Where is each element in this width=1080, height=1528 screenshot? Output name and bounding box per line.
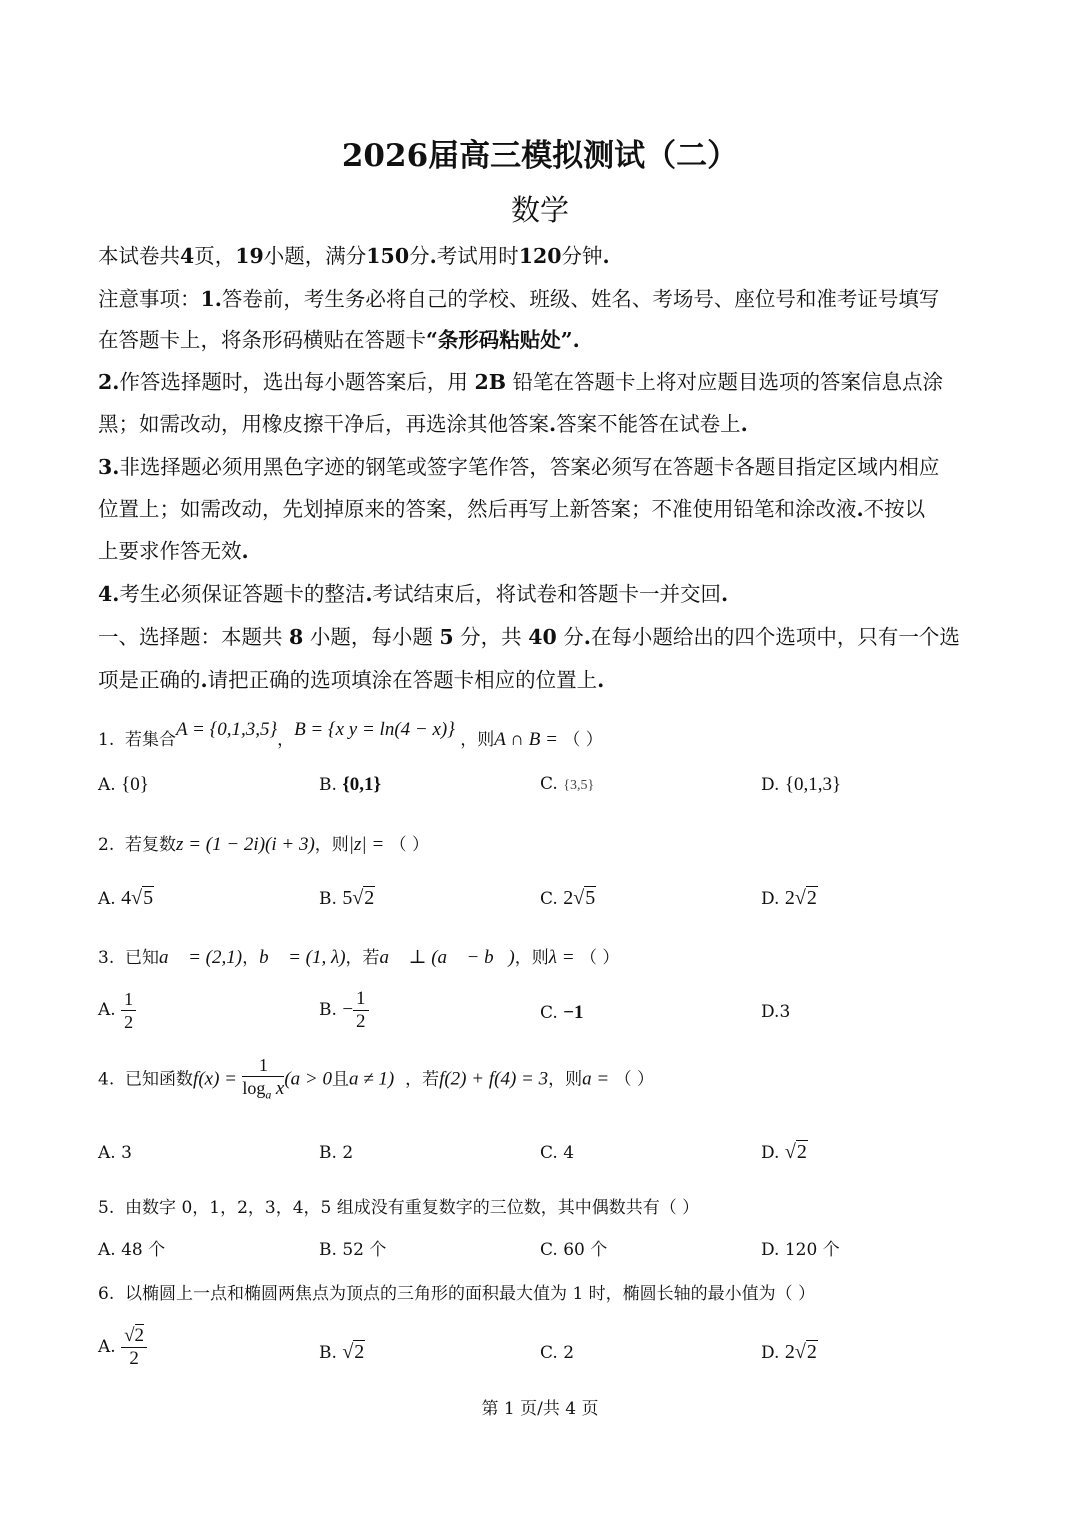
question-5: 5. 由数字 0，1，2，3，4，5 组成没有重复数字的三位数，其中偶数共有（ ） <box>98 1198 700 1218</box>
q2-option-c: C. 2√5 <box>540 887 596 909</box>
q5-option-c: C. 60 个 <box>540 1240 608 1260</box>
q6-option-a: A. $\frac{√2}{2}$ <box>98 1325 147 1370</box>
notice-4-line: 4.考生必须保证答题卡的整洁.考试结束后，将试卷和答题卡一并交回. <box>98 582 729 606</box>
q1-option-a: A. {0} <box>98 774 149 795</box>
q6-option-b: B. √2 <box>319 1341 365 1363</box>
q4-option-a: A. 3 <box>98 1143 132 1163</box>
section-1-line-1: 一、选择题：本题共 8 小题，每小题 5 分，共 40 分.在每小题给出的四个选项中，只有一个选 <box>98 625 960 649</box>
q2-option-b: B. 5√2 <box>319 887 375 909</box>
question-6: 6. 以椭圆上一点和椭圆两焦点为顶点的三角形的面积最大值为 1 时，椭圆长轴的最小值为（ ） <box>98 1284 816 1304</box>
q2-option-a: A. 4√5 <box>98 887 154 909</box>
notice-3-line-1: 3.非选择题必须用黑色字迹的钢笔或签字笔作答，答案必须写在答题卡各题目指定区域内相应 <box>98 455 940 479</box>
exam-title: 2026届高三模拟测试（二） <box>341 138 739 174</box>
page-footer: 第 1 页/共 4 页 <box>481 1399 599 1419</box>
notice-3-line-3: 上要求作答无效. <box>98 539 249 563</box>
notice-3-line-2: 位置上；如需改动，先划掉原来的答案，然后再写上新答案；不准使用铅笔和涂改液.不按以 <box>98 497 926 521</box>
q4-option-d: D. √2 <box>761 1141 807 1163</box>
question-1: 1. 若集合A = {0,1,3,5}，B = {x y = ln(4 − x)} ，则A ∩ B = （ ） <box>98 719 603 750</box>
q3-option-c: C. −1 <box>540 1002 584 1023</box>
question-2: 2. 若复数z = (1 − 2i)(i + 3)，则|z| = （ ） <box>98 834 430 855</box>
section-1-line-2: 项是正确的.请把正确的选项填涂在答题卡相应的位置上. <box>98 668 605 692</box>
q5-option-d: D. 120 个 <box>761 1240 840 1260</box>
q3-option-b: B. − $\frac{1}{2}$ <box>319 988 369 1033</box>
q6-option-c: C. 2 <box>540 1343 575 1363</box>
q4-option-b: B. 2 <box>319 1143 354 1163</box>
q1-option-c: C. {3,5} <box>540 774 595 794</box>
question-3: 3. 已知a⃗ = (2,1)，b⃗ = (1, λ)，若a⃗ ⊥ (a⃗ − b⃗)，则λ = （ ） <box>98 947 620 968</box>
q3-option-a: A. $\frac{1}{2}$ <box>98 988 136 1033</box>
notice-2-line-2: 黑；如需改动，用橡皮擦干净后，再选涂其他答案.答案不能答在试卷上. <box>98 412 748 436</box>
subject-title: 数学 <box>510 193 569 227</box>
notice-1-line-2: 在答题卡上，将条形码横贴在答题卡“条形码粘贴处”. <box>98 328 580 352</box>
q2-option-d: D. 2√2 <box>761 887 817 909</box>
q5-option-b: B. 52 个 <box>319 1240 387 1260</box>
intro-line: 本试卷共4页，19小题，满分150分.考试用时120分钟. <box>98 244 610 268</box>
q6-option-d: D. 2√2 <box>761 1341 817 1363</box>
notice-2-line-1: 2.作答选择题时，选出每小题答案后，用 2B 铅笔在答题卡上将对应题目选项的答案信息点涂 <box>98 370 944 394</box>
question-4: 4. 已知函数f(x) = $\frac{1}{\log_a x}$ (a > 0且a ≠ 1) ，若f(2) + f(4) = 3，则a = （ ） <box>98 1055 654 1102</box>
q3-option-d: D.3 <box>761 1002 791 1022</box>
q1-option-b: B. {0,1} <box>319 774 382 795</box>
q1-option-d: D. {0,1,3} <box>761 774 842 795</box>
q4-option-c: C. 4 <box>540 1143 575 1163</box>
q5-option-a: A. 48 个 <box>98 1240 166 1260</box>
notice-1-line-1: 注意事项：1.答卷前，考生务必将自己的学校、班级、姓名、考场号、座位号和准考证号填写 <box>98 287 940 311</box>
